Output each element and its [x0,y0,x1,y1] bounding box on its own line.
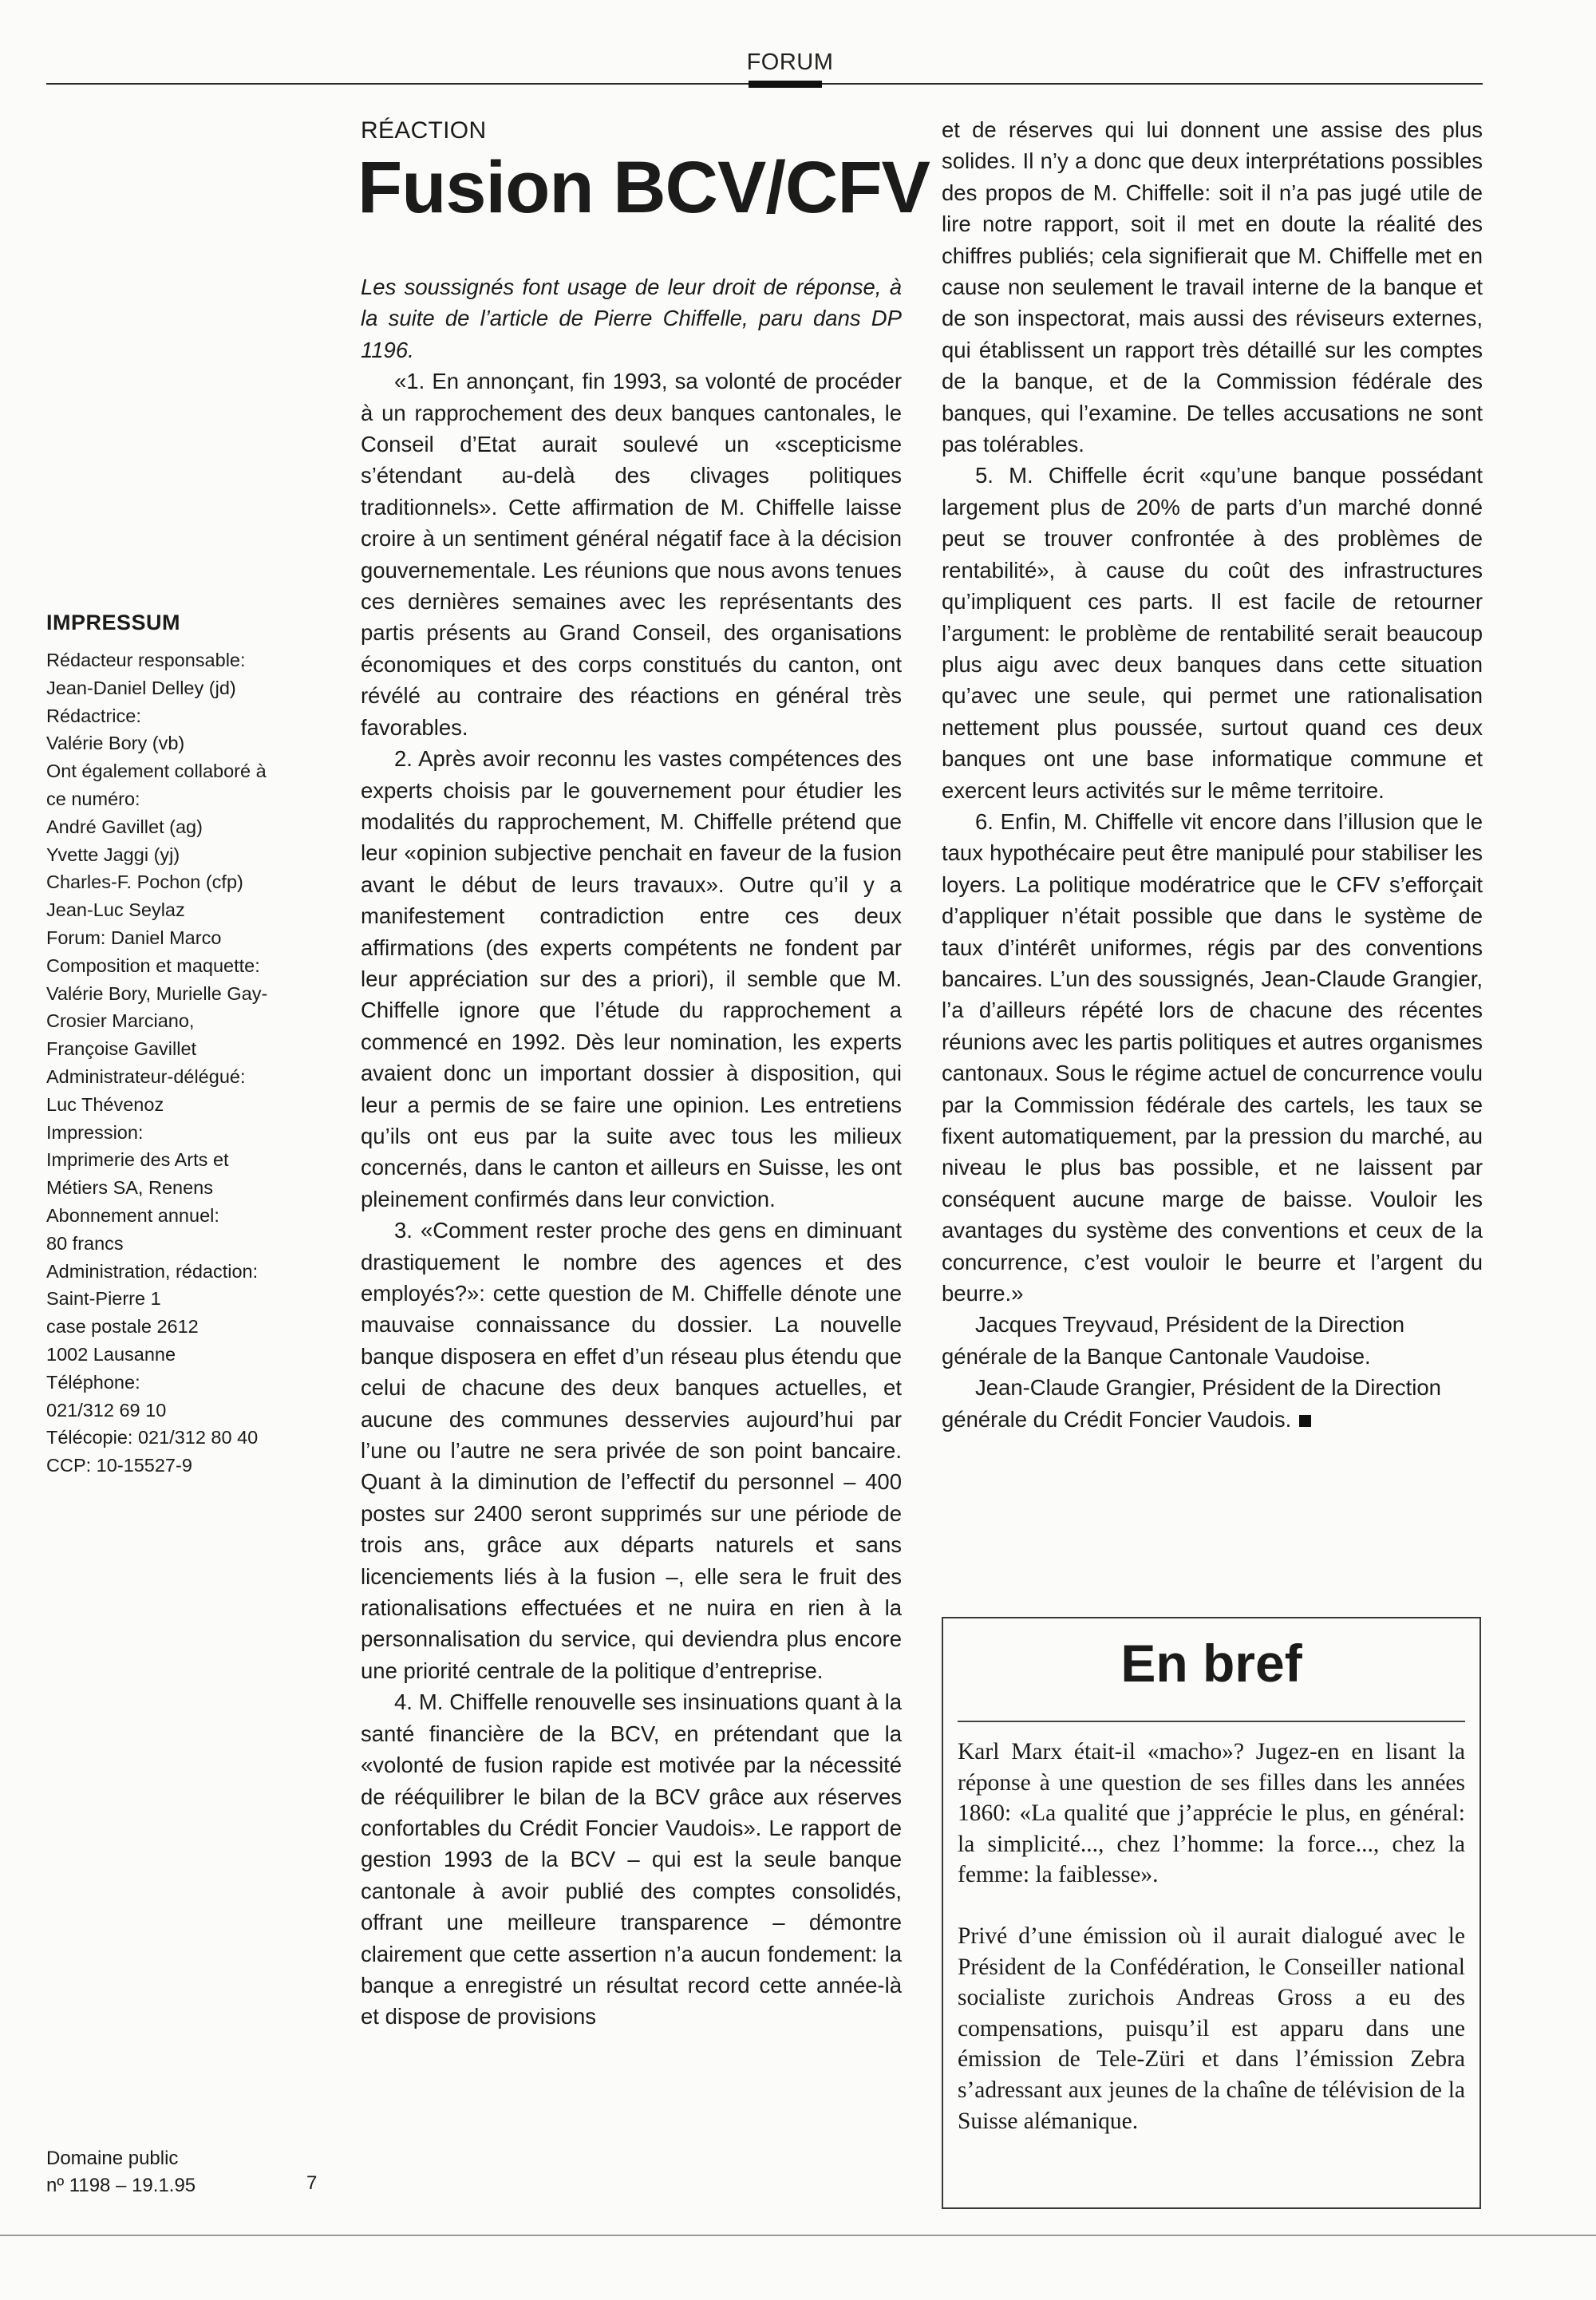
impressum-line: Jean-Daniel Delley (jd) [46,677,236,698]
signature-text: Jean-Claude Grangier, Président de la Direction générale du Crédit Foncier Vaudois. [942,1375,1441,1432]
page-bottom-rule [0,2235,1596,2236]
article-title: Fusion BCV/CFV [358,147,930,228]
impressum-line: André Gavillet (ag) [46,816,203,837]
article-column-right [942,114,1483,1435]
article-kicker: RÉACTION [361,117,487,144]
footer-info [46,2145,196,2199]
impressum-line: Valérie Bory (vb) [46,733,185,754]
impressum-line: Administration, rédaction: [46,1260,259,1282]
impressum-line: Crosier Marciano, [46,1010,195,1032]
en-bref-title: En bref [1120,1634,1302,1693]
end-mark-icon [1299,1415,1311,1427]
signature [942,1372,1483,1435]
impressum-line: Yvette Jaggi (yj) [46,844,180,865]
section-label: FORUM [746,49,834,75]
article-column-left [361,271,902,2033]
en-bref-rule [958,1721,1465,1722]
impressum-line: Luc Thévenoz [46,1093,164,1115]
impressum-line: Imprimerie des Arts et [46,1149,229,1171]
impressum-line: Saint-Pierre 1 [46,1288,161,1310]
impressum-line: Métiers SA, Renens [46,1177,213,1199]
impressum-line: Télécopie: 021/312 80 40 [46,1427,259,1448]
impressum-line: Charles-F. Pochon (cfp) [46,871,243,893]
en-bref-paragraph: Privé d’une émission où il aurait dialogué avec le Président de la Confédération, le Conseiller national socialiste zurichois Andreas Gross a eu des compensations, puisqu’il est apparu dans une émission de Tele-Züri et dans l’émission Zebra s’adressant aux jeunes de la chaîne de télévision de la Suisse alémanique. [958,1923,1465,2134]
impressum-line: 021/312 69 10 [46,1399,167,1421]
impressum-line: Rédacteur responsable: [46,650,246,670]
en-bref-body [958,1737,1465,2167]
article-paragraph: 2. Après avoir reconnu les vastes compétences des experts choisis par le gouvernement pour étudier les modalités du rapprochement, M. Chiffelle prétend que leur «opinion subjective penchait en faveur de la fusion avant le début de leurs travaux». Outre qu’il y a manifestement contradiction entre ces deux affirmations (des experts compétents ne fondent par leur appréciation sur des a priori), il semble que M. Chiffelle ignore que l’étude du rapprochement a commencé en 1992. Dès leur nomination, les experts avaient donc un important dossier à disposition, qui leur a permis de se faire une opinion. Les entretiens qu’ils ont eus par la suite avec tous les milieux concernés, dans le canton et ailleurs en Suisse, les ont pleinement confirmés dans leur conviction. [361,746,902,1211]
en-bref-box [942,1617,1481,2209]
article-paragraph-continued: et de réserves qui lui donnent une assise des plus solides. Il n’y a donc que deux interprétations possibles des propos de M. Chiffelle: soit il n’a pas jugé utile de lire notre rapport, soit il met en doute la réalité des chiffres publiés; cela signifierait que M. Chiffelle met en cause non seulement le travail interne de la banque et de son inspectorat, mais aussi des réviseurs externes, qui établissent un rapport très détaillé sur les comptes de la banque, et de la Commission fédérale des banques, qui l’examine. De telles accusations ne sont pas tolérables. [942,117,1483,457]
article-paragraph: «1. En annonçant, fin 1993, sa volonté de procéder à un rapprochement des deux banques cantonales, le Conseil d’Etat aurait soulevé un «scepticisme s’étendant au-delà des clivages politiques traditionnels». Cette affirmation de M. Chiffelle laisse croire à un sentiment général négatif face à la décision gouvernementale. Les réunions que nous avons tenues ces dernières semaines avec les représentants des partis présents au Grand Conseil, des organisations économiques et des corps constitués du canton, ont révélé au contraire des réactions en général très favorables. [361,369,902,740]
impressum-line: Composition et maquette: [46,954,260,976]
impressum-line: 1002 Lausanne [46,1343,176,1365]
impressum-line: Forum: Daniel Marco [46,927,222,948]
impressum-line: Impression: [46,1121,144,1143]
issue-number: nº 1198 – 19.1.95 [46,2175,196,2196]
impressum-line: Ont également collaboré à [46,761,267,782]
impressum-line: CCP: 10-15527-9 [46,1455,192,1476]
en-bref-paragraph: Karl Marx était-il «macho»? Jugez-en en lisant la réponse à une question de ses filles dans les années 1860: «La qualité que j’apprécie le plus, en général: la simplicité..., chez l’homme: la force..., chez la femme: la faiblesse». [958,1739,1465,1888]
page-number: 7 [306,2172,318,2194]
impressum-line: Françoise Gavillet [46,1038,197,1060]
publication-name: Domaine public [46,2148,179,2169]
impressum-line: case postale 2612 [46,1316,199,1338]
impressum-line: Administrateur-délégué: [46,1065,246,1087]
impressum-lines [46,646,326,1480]
impressum-line: ce numéro: [46,788,140,809]
impressum-title: IMPRESSUM [46,611,181,634]
impressum-line: Rédactrice: [46,705,141,726]
impressum-line: Jean-Luc Seylaz [46,899,185,921]
impressum [46,611,326,1480]
signature: Jacques Treyvaud, Président de la Direction générale de la Banque Cantonale Vaudoise. [942,1312,1405,1369]
header-tab-marker [749,81,822,88]
impressum-line: Valérie Bory, Murielle Gay- [46,982,268,1004]
article-paragraph: 4. M. Chiffelle renouvelle ses insinuations quant à la santé financière de la BCV, en prétendant que la «volonté de fusion rapide est motivée par la nécessité de rééquilibrer le bilan de la BCV grâce aux réserves confortables du Crédit Foncier Vaudois». Le rapport de gestion 1993 de la BCV – qui est la seule banque cantonale à avoir publié des comptes consolidés, offrant une meilleure transparence – démontre clairement que cette assertion n’a aucun fondement: la banque a enregistré un résultat record cette année-là et dispose de provisions [361,1689,902,2029]
article-paragraph: 3. «Comment rester proche des gens en diminuant drastiquement le nombre des agences et des employés?»: cette question de M. Chiffelle dénote une mauvaise connaissance du dossier. La nouvelle banque disposera en effet d’un réseau plus étendu que celui de chacune des deux banques actuelles, et aucune des communes desservies aujourd’hui par l’une ou l’autre ne sera privée de son point bancaire. Quant à la diminution de l’effectif du personnel – 400 postes sur 2400 seront supprimés sur une période de trois ans, grâce aux départs naturels et sans licenciements liés à la fusion –, elle sera le fruit des rationalisations effectuées et ne nuira en rien à la personnalisation du service, qui deviendra plus encore une priorité centrale de la politique d’entreprise. [361,1218,902,1683]
article-paragraph: 6. Enfin, M. Chiffelle vit encore dans l’illusion que le taux hypothécaire peut être manipulé pour stabiliser les loyers. La politique modératrice que le CFV s’efforçait d’appliquer n’était possible que dans le système de taux d’intérêt uniformes, régis par des conventions bancaires. L’un des soussignés, Jean-Claude Grangier, l’a d’ailleurs répété lors de chacune des récentes réunions avec les partis politiques et autres organismes cantonaux. Sous le régime actuel de concurrence voulu par la Commission fédérale des cartels, les taux se fixent automatiquement, par la pression du marché, au niveau le plus bas possible, et ne laissent par conséquent aucune marge de baisse. Vouloir les avantages du système des conventions et ceux de la concurrence, c’est vouloir le beurre et l’argent du beurre.» [942,808,1483,1306]
impressum-line: 80 francs [46,1232,124,1254]
article-lead: Les soussignés font usage de leur droit de réponse, à la suite de l’article de Pierre Chiffelle, paru dans DP 1196. [361,275,902,362]
article-paragraph: 5. M. Chiffelle écrit «qu’une banque possédant largement plus de 20% de parts d’un marché donné peut se trouver confrontée à des problèmes de rentabilité», à cause du coût des infrastructures qu’impliquent ces parts. Il est facile de retourner l’argument: le problème de rentabilité serait beaucoup plus aigu avec deux banques dans cette situation qu’avec une seule, qui permet une rationalisation nettement plus poussée, surtout quand ces deux banques ont une base informatique commune et exercent leurs activités sur le même territoire. [942,463,1483,803]
impressum-line: Téléphone: [46,1371,140,1393]
impressum-line: Abonnement annuel: [46,1204,219,1226]
